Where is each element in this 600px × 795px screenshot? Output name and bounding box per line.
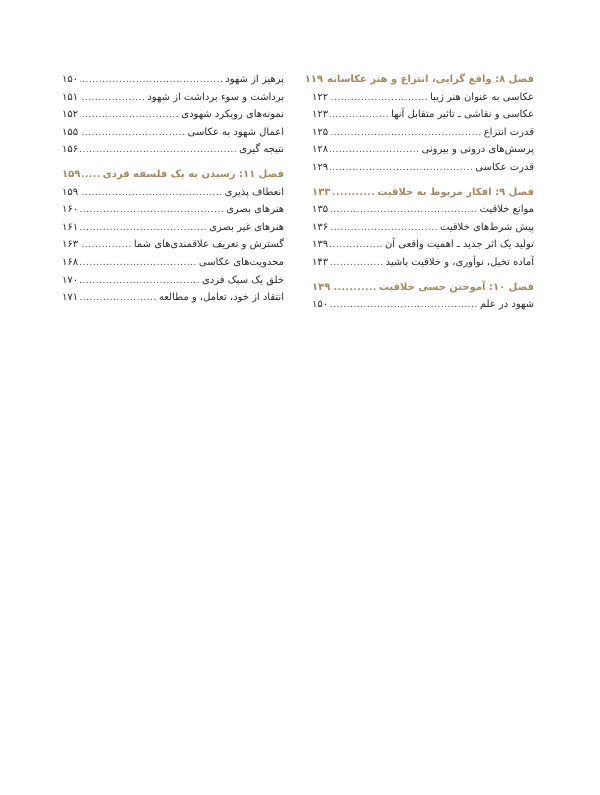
entry-page-number: ۱۲۸ <box>312 144 329 156</box>
entry-page-number: ۱۶۰ <box>62 204 79 216</box>
entry-page-number: ۱۵۱ <box>62 91 79 103</box>
entry-title: عکاسی و نقاشی ـ تاثیر متقابل آنها <box>391 109 534 121</box>
leader-dots <box>80 90 145 108</box>
entry-title: انعطاف پذیری <box>224 186 284 198</box>
entry-page-number: ۱۵۵ <box>62 126 79 138</box>
entry-title: هنرهای بصری <box>226 204 284 216</box>
entry-page-number: ۱۳۶ <box>312 221 329 233</box>
chapter-title: فصل ۱۰: آموختن حسی خلاقیت <box>378 281 534 293</box>
chapter-title: فصل ۱۱: رسیدن به یک فلسفه فردی <box>102 168 284 180</box>
entry-title: برداشت و سوء برداشت از شهود <box>147 91 284 103</box>
chapter-page-number: ۱۱۹ <box>304 74 324 85</box>
leader-dots <box>80 237 132 255</box>
entry-title: آماده تخیل، نوآوری، و خلاقیت باشید <box>385 256 534 268</box>
leader-dots <box>330 237 383 255</box>
toc-entry[interactable] <box>312 159 534 177</box>
entry-title: هنرهای غیر بصری <box>209 221 284 233</box>
leader-dots <box>80 255 197 273</box>
leader-dots <box>80 72 223 90</box>
leader-dots <box>80 220 207 238</box>
entry-title: عکاسی به عنوان هنر زیبا <box>430 91 534 103</box>
entry-title: قدرت انتزاع <box>483 126 534 138</box>
toc-entry[interactable] <box>62 71 284 89</box>
leader-dots <box>80 290 157 308</box>
entry-title: محدویت‌های عکاسی <box>198 256 284 268</box>
entry-page-number: ۱۵۲ <box>62 109 79 121</box>
toc-entry[interactable] <box>312 254 534 272</box>
leader-dots <box>332 280 377 298</box>
toc-entry[interactable] <box>312 201 534 219</box>
toc-entry[interactable] <box>62 236 284 254</box>
chapter-heading[interactable] <box>312 279 534 297</box>
chapter-heading[interactable] <box>304 71 534 89</box>
toc-entry[interactable] <box>62 201 284 219</box>
toc-entry[interactable] <box>312 89 534 107</box>
toc-entry[interactable] <box>312 296 534 314</box>
chapter-heading[interactable] <box>312 184 534 202</box>
chapter-page-number: ۱۴۹ <box>312 281 331 293</box>
toc-entry[interactable] <box>62 219 284 237</box>
chapter-page-number: ۱۵۹ <box>62 168 81 180</box>
entry-title: اعمال شهود به عکاسی <box>187 126 284 138</box>
leader-dots <box>330 297 478 315</box>
entry-title: پرسش‌های درونی و بیرونی <box>421 144 534 156</box>
toc-entry[interactable] <box>312 106 534 124</box>
toc-entry[interactable] <box>62 124 284 142</box>
entry-title: قدرت عکاسی <box>475 161 534 173</box>
entry-title: پیش شرط‌های خلاقیت <box>440 221 534 233</box>
section-gap <box>312 177 534 184</box>
leader-dots <box>82 167 100 185</box>
toc-entry[interactable] <box>62 89 284 107</box>
leader-dots <box>80 107 179 125</box>
leader-dots <box>332 185 375 203</box>
leader-dots <box>330 142 419 160</box>
entry-page-number: ۱۶۸ <box>62 256 79 268</box>
entry-page-number: ۱۴۳ <box>312 256 329 268</box>
chapter-title: فصل ۹: افکار مربوط به خلاقیت <box>377 186 534 198</box>
entry-title: موانع خلاقیت <box>479 204 534 216</box>
entry-page-number: ۱۳۵ <box>312 204 329 216</box>
section-gap <box>62 159 284 166</box>
chapter-heading[interactable] <box>62 166 284 184</box>
entry-page-number: ۱۶۳ <box>62 239 79 251</box>
entry-page-number: ۱۲۹ <box>312 161 329 173</box>
entry-page-number: ۱۳۹ <box>312 239 329 251</box>
toc-entry[interactable] <box>62 184 284 202</box>
leader-dots <box>330 255 384 273</box>
entry-title: شهود در علم <box>479 299 534 311</box>
leader-dots <box>330 125 482 143</box>
entry-title: انتقاد از خود، تعامل، و مطالعه <box>158 292 284 304</box>
leader-dots <box>330 107 389 125</box>
section-gap <box>312 272 534 279</box>
entry-page-number: ۱۶۱ <box>62 221 79 233</box>
leader-dots <box>330 160 473 178</box>
toc-entry[interactable] <box>312 236 534 254</box>
entry-title: پرهیز از شهود <box>225 74 284 85</box>
toc-entry[interactable] <box>62 272 284 290</box>
entry-page-number: ۱۲۳ <box>312 109 329 121</box>
entry-page-number: ۱۲۲ <box>312 91 329 103</box>
toc-left-column <box>62 71 284 307</box>
leader-dots <box>80 273 200 291</box>
entry-title: تولید یک اثر جدید ـ اهمیت واقعی آن <box>384 239 534 251</box>
toc-entry[interactable] <box>62 106 284 124</box>
toc-entry[interactable] <box>62 141 284 159</box>
entry-title: نتیجه گیری <box>239 144 284 156</box>
leader-dots <box>80 202 224 220</box>
toc-right-column <box>304 71 534 314</box>
entry-page-number: ۱۵۶ <box>62 144 79 156</box>
entry-page-number: ۱۵۹ <box>62 186 79 198</box>
leader-dots <box>80 142 237 160</box>
toc-entry[interactable] <box>312 124 534 142</box>
entry-title: نمونه‌های رویکرد شهودی <box>181 109 284 121</box>
toc-entry[interactable] <box>62 254 284 272</box>
chapter-title: فصل ۸: واقع گرایی، انتزاع و هنر عکاسانه <box>327 74 534 85</box>
toc-entry[interactable] <box>62 289 284 307</box>
entry-page-number: ۱۵۰ <box>312 299 329 311</box>
toc-entry[interactable] <box>312 141 534 159</box>
leader-dots <box>330 202 478 220</box>
entry-page-number: ۱۲۵ <box>312 126 329 138</box>
entry-title: خلق یک سبک فردی <box>201 274 284 286</box>
entry-page-number: ۱۵۰ <box>62 74 79 85</box>
chapter-page-number: ۱۳۳ <box>312 186 331 198</box>
entry-page-number: ۱۷۰ <box>62 274 79 286</box>
leader-dots <box>330 90 428 108</box>
entry-title: گسترش و تعریف علاقمندی‌های شما <box>133 239 284 251</box>
entry-page-number: ۱۷۱ <box>62 292 79 304</box>
toc-entry[interactable] <box>312 219 534 237</box>
leader-dots <box>330 220 438 238</box>
leader-dots <box>80 125 185 143</box>
leader-dots <box>80 185 223 203</box>
